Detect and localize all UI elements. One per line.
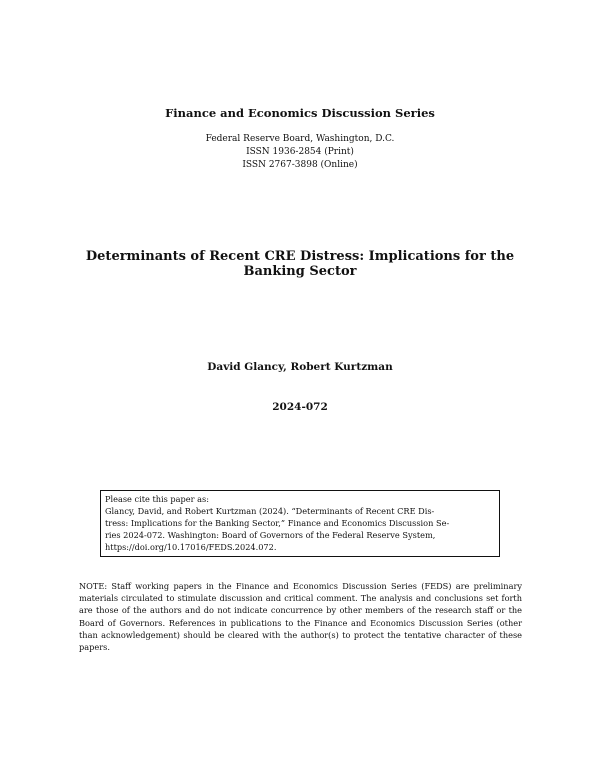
citation-heading: Please cite this paper as: <box>105 494 209 504</box>
publisher-block <box>0 133 600 172</box>
disclaimer-note: NOTE: Staff working papers in the Finance and Economics Discussion Series (FEDS) are preliminary materials circulated to stimulate discussion and critical comment. The analysis and conclusions set forth are those of the authors and do not indicate concurrence by other members of the research staff or the Board of Governors. References in publications to the Finance and Economics Discussion Series (other than acknowledgement) should be cleared with the author(s) to protect the tentative character of these papers. <box>79 581 522 653</box>
citation-line: tress: Implications for the Banking Sector,” Finance and Economics Discussion Se- <box>105 518 450 528</box>
citation-line: Glancy, David, and Robert Kurtzman (2024). “Determinants of Recent CRE Dis- <box>105 506 435 516</box>
authors: David Glancy, Robert Kurtzman <box>207 361 393 373</box>
issn-print: ISSN 1936-2854 (Print) <box>246 147 354 157</box>
paper-title-line: Determinants of Recent CRE Distress: Implications for the <box>85 249 515 264</box>
paper-number: 2024-072 <box>272 401 328 413</box>
publisher-line: Federal Reserve Board, Washington, D.C. <box>205 134 395 144</box>
citation-doi[interactable]: https://doi.org/10.17016/FEDS.2024.072. <box>105 542 277 552</box>
paper-title <box>0 249 600 279</box>
paper-title-line: Banking Sector <box>243 264 357 279</box>
issn-online: ISSN 2767-3898 (Online) <box>242 160 358 170</box>
series-title: Finance and Economics Discussion Series <box>165 106 435 120</box>
citation-line: ries 2024-072. Washington: Board of Governors of the Federal Reserve System, <box>105 530 436 540</box>
citation-box <box>100 490 500 557</box>
